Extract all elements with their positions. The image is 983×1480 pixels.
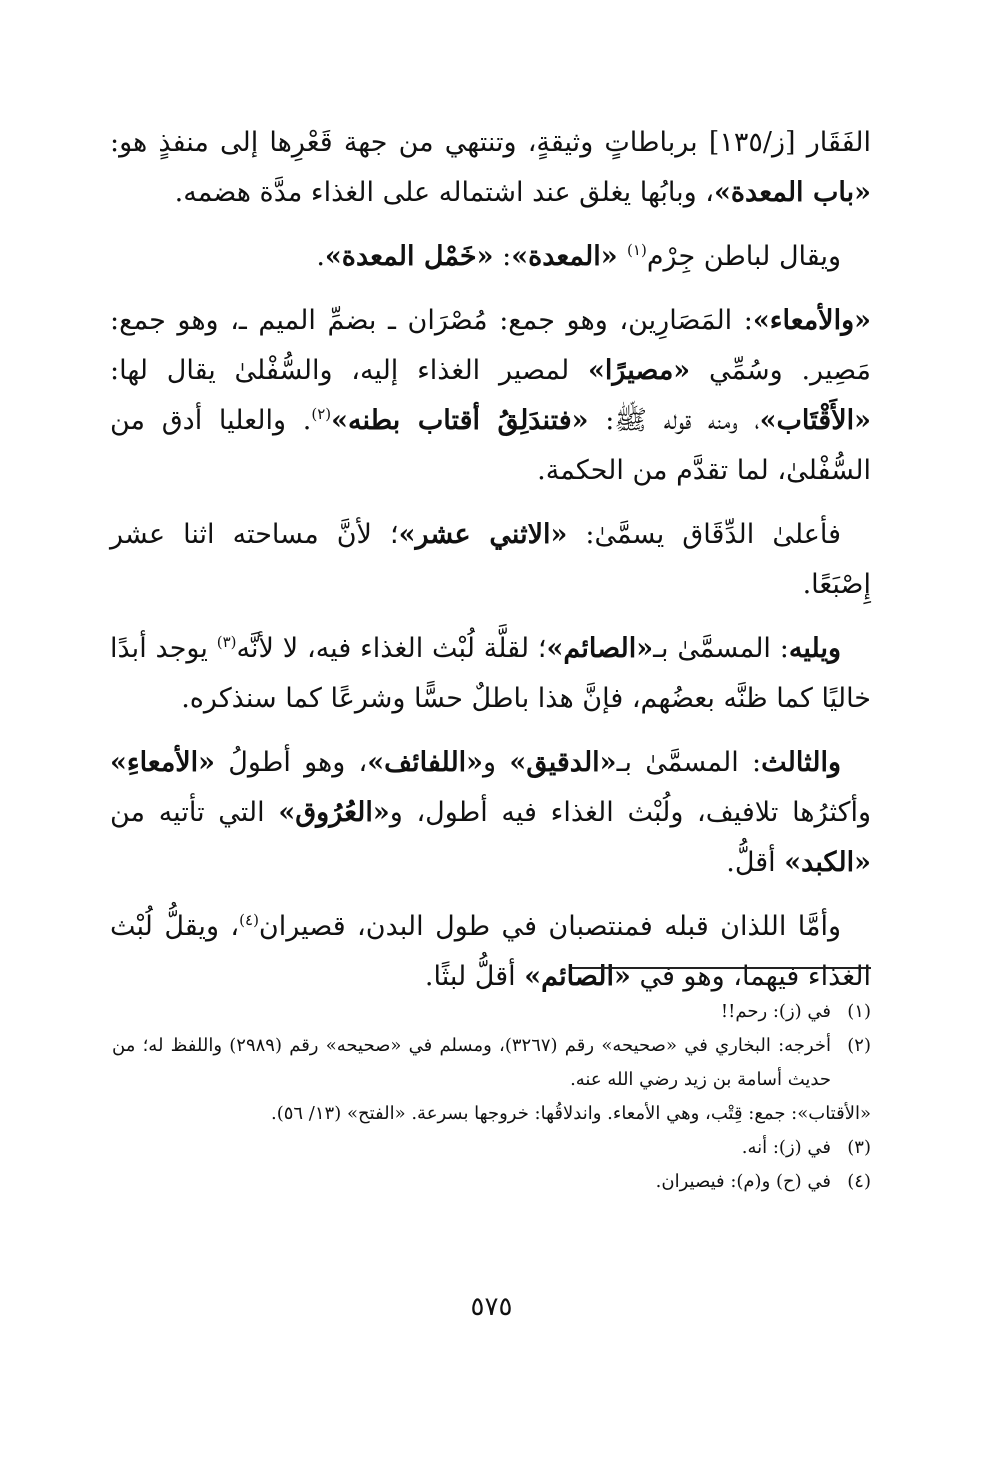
text-run: : المَصَارِين، وهو جمع: مُصْرَان ـ بضمِّ الميم ـ، وهو جمع: مَصِير. وسُمِّي: [110, 305, 871, 386]
text-run: التي تأتيه من: [110, 797, 279, 828]
footnote-number: (٢): [847, 1035, 871, 1056]
footnote-ref[interactable]: (١): [627, 241, 647, 259]
footnote-number: (٤): [847, 1171, 871, 1192]
bold-term: «الاثني عشر»: [398, 519, 568, 550]
footnote-1: [112, 995, 871, 1029]
bold-term: «والأمعاء»: [752, 305, 871, 336]
footnote-text: في (ز): رحم!!: [720, 1001, 831, 1022]
bold-term: «خَمْل المعدة»: [324, 241, 494, 272]
bold-term: «الصائم»: [524, 961, 631, 992]
text-run: الفَقَار [ز/١٣٥] برباطاتٍ وثيقةٍ، وتنتهي من جهة قَعْرِها إلى منفذٍ هو:: [110, 127, 871, 158]
paragraph-7: [110, 902, 871, 1002]
bold-term: «الدقيق»: [509, 747, 617, 778]
text-run: يوجد أبدًا خاليًا كما ظنَّه بعضُهم، فإنَّ هذا باطلٌ حسًّا وشرعًا كما سنذكره.: [110, 633, 871, 714]
footnote-text: في (ز): أنه.: [741, 1137, 831, 1158]
text-run: . والعليا أدق من السُّفْلىٰ، لما تقدَّم من الحكمة.: [110, 405, 871, 486]
bold-term: «باب المعدة»: [714, 177, 871, 208]
bold-term: «العُرُوق»: [278, 797, 390, 828]
bold-term: «مصيرًا»: [588, 355, 691, 386]
text-run: وأمَّا اللذان قبله فمنتصبان في طول البدن، قصيران: [258, 911, 841, 942]
text-run: و: [483, 747, 510, 778]
paragraph-2: [110, 232, 871, 282]
footnote-text: «الأقتاب»: جمع: قِتْب، وهي الأمعاء. واندلاقُها: خروجها بسرعة. «الفتح» (١٣/ ٥٦).: [270, 1103, 871, 1124]
footnote-text: في (ح) و(م): فيصيران.: [655, 1171, 831, 1192]
footnote-number: (١): [847, 1001, 871, 1022]
text-run: أقلُّ.: [726, 847, 785, 878]
bold-term: «المعدة»: [511, 241, 628, 272]
paragraph-1: [110, 118, 871, 218]
text-run: :: [493, 241, 512, 272]
bold-term: «الأَقْتَاب»: [759, 405, 871, 436]
text-run: ، وهو أطولُ: [215, 747, 368, 778]
footnote-ref[interactable]: (٤): [239, 911, 259, 929]
bold-term: «الصائم»: [546, 633, 654, 664]
footnote-4: [112, 1165, 871, 1199]
text-run: ، ويقلُّ لُبْث الغذاء فيهما، وهو في: [110, 911, 871, 992]
footnote-2: [112, 1029, 871, 1097]
text-run: .: [316, 241, 325, 272]
footnote-3: [112, 1131, 871, 1165]
page-number: ٥٧٥: [470, 1292, 513, 1322]
text-run: ، ومنه قوله ﷺ:: [588, 405, 760, 436]
bold-term: «الأمعاءِ»: [110, 747, 216, 778]
footnotes: [112, 995, 871, 1199]
text-run: ؛ لقلَّة لُبْث الغذاء فيه، لا لأنَّه: [236, 633, 547, 664]
footnote-divider: [571, 967, 871, 969]
text-run: لمصير الغذاء إليه، والسُّفْلىٰ يقال لها:: [110, 355, 588, 386]
bold-term: والثالث: [761, 747, 841, 778]
bold-term: «اللفائف»: [367, 747, 484, 778]
paragraph-6: [110, 738, 871, 888]
footnote-2-continuation: [112, 1097, 871, 1131]
text-run: : المسمَّىٰ بـ: [653, 633, 789, 664]
footnote-ref[interactable]: (٢): [311, 405, 332, 423]
text-run: ؛ لأنَّ مساحته اثنا عشر إِصْبَعًا.: [110, 519, 871, 600]
bold-term: «فتندَلِقُ أقتاب بطنه»: [331, 405, 589, 436]
text-run: : المسمَّىٰ بـ: [616, 747, 762, 778]
footnote-number: (٣): [847, 1137, 871, 1158]
paragraph-5: [110, 624, 871, 724]
text-run: ، وبابُها يغلق عند اشتماله على الغذاء مدَّة هضمه.: [174, 177, 714, 208]
bold-term: «الكبد»: [784, 847, 871, 878]
bold-term: ويليه: [788, 633, 842, 664]
text-run: وأكثرُها تلافيف، ولُبْث الغذاء فيه أطول، و: [389, 797, 871, 828]
main-text: [110, 118, 871, 1016]
text-run: فأعلىٰ الدِّقَاق يسمَّىٰ:: [567, 519, 842, 550]
text-run: أقلُّ لبثًا.: [424, 961, 525, 992]
paragraph-3: [110, 296, 871, 496]
footnote-ref[interactable]: (٣): [216, 633, 237, 651]
paragraph-4: [110, 510, 871, 610]
text-run: ويقال لباطن جِرْم: [646, 241, 841, 272]
footnote-text: أخرجه: البخاري في «صحيحه» رقم (٣٢٦٧)، ومسلم في «صحيحه» رقم (٢٩٨٩) واللفظ له؛ من حديث أسامة بن زيد رضي الله عنه.: [112, 1035, 831, 1090]
